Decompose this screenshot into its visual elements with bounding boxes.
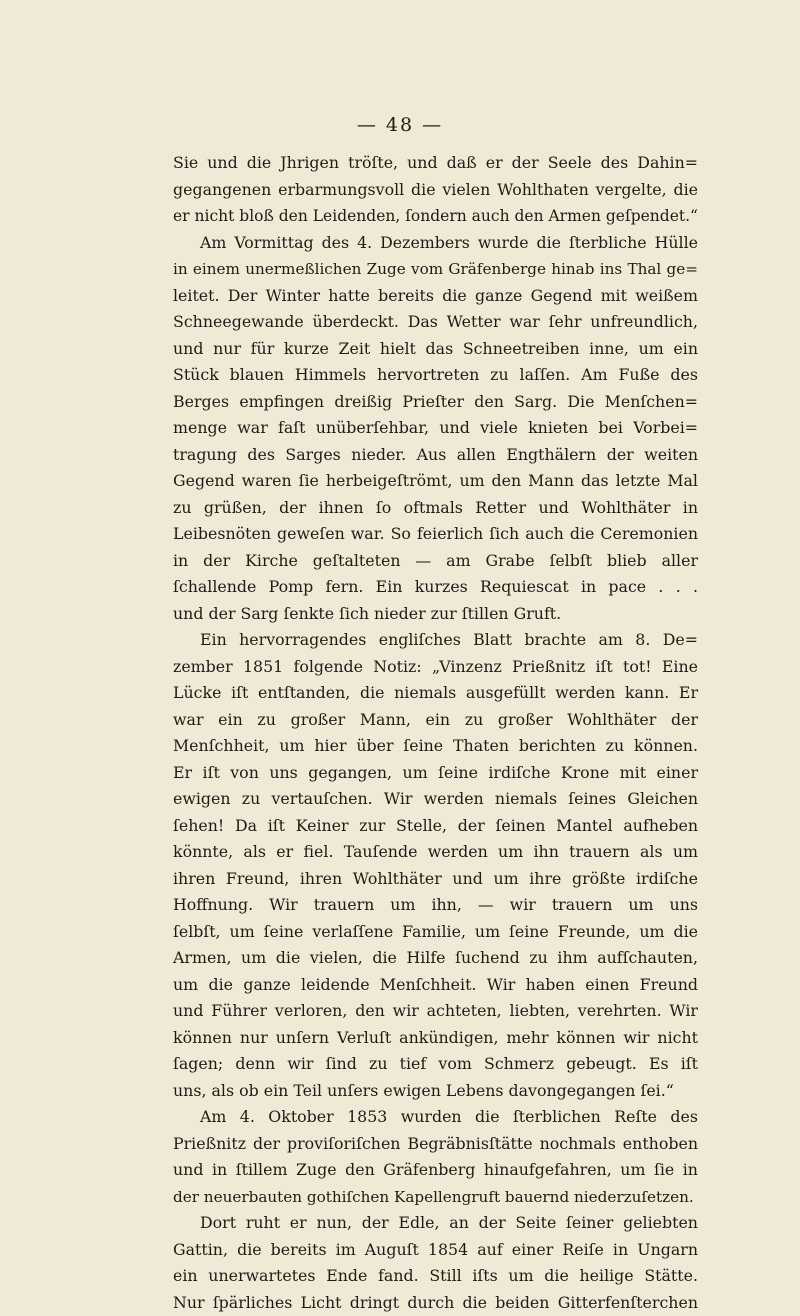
text-line: Gattin, die bereits im Auguſt 1854 auf einer Reiſe in Ungarn	[173, 1237, 698, 1264]
text-line: Am 4. Oktober 1853 wurden die ſterblichen Reſte des	[173, 1104, 698, 1131]
text-line: und nur für kurze Zeit hielt das Schneetreiben inne, um ein	[173, 336, 698, 363]
text-line: und in ſtillem Zuge den Gräfenberg hinaufgefahren, um ſie in	[173, 1157, 698, 1184]
text-line: zember 1851 folgende Notiz: „Vinzenz Prießnitz iſt tot! Eine	[173, 654, 698, 681]
body-text	[173, 150, 698, 1316]
text-line: Dort ruht er nun, der Edle, an der Seite ſeiner geliebten	[173, 1210, 698, 1237]
text-line: in einem unermeßlichen Zuge vom Gräfenberge hinab ins Thal ge=	[173, 256, 698, 283]
text-line: Sie und die Jhrigen tröſte, und daß er der Seele des Dahin=	[173, 150, 698, 177]
text-line: Berges empfingen dreißig Prieſter den Sarg. Die Menſchen=	[173, 389, 698, 416]
text-line: leitet. Der Winter hatte bereits die ganze Gegend mit weißem	[173, 283, 698, 310]
text-line: Stück blauen Himmels hervortreten zu laſſen. Am Fuße des	[173, 362, 698, 389]
text-line: Gegend waren ſie herbeigeſtrömt, um den Mann das letzte Mal	[173, 468, 698, 495]
text-line: und der Sarg ſenkte ſich nieder zur ſtillen Gruft.	[173, 601, 698, 628]
text-line: tragung des Sarges nieder. Aus allen Engthälern der weiten	[173, 442, 698, 469]
text-line: in der Kirche geſtalteten — am Grabe ſelbſt blieb aller	[173, 548, 698, 575]
text-line: Am Vormittag des 4. Dezembers wurde die ſterbliche Hülle	[173, 230, 698, 257]
text-line: Ein hervorragendes engliſches Blatt brachte am 8. De=	[173, 627, 698, 654]
text-line: und Führer verloren, den wir achteten, liebten, verehrten. Wir	[173, 998, 698, 1025]
text-line: ſehen! Da iſt Keiner zur Stelle, der ſeinen Mantel aufheben	[173, 813, 698, 840]
text-line: Armen, um die vielen, die Hilfe ſuchend zu ihm aufſchauten,	[173, 945, 698, 972]
text-line: Er iſt von uns gegangen, um ſeine irdiſche Krone mit einer	[173, 760, 698, 787]
text-line: Menſchheit, um hier über ſeine Thaten berichten zu können.	[173, 733, 698, 760]
text-line: ewigen zu vertauſchen. Wir werden niemals ſeines Gleichen	[173, 786, 698, 813]
text-line: ihren Freund, ihren Wohlthäter und um ihre größte irdiſche	[173, 866, 698, 893]
text-line: zu grüßen, der ihnen ſo oftmals Retter und Wohlthäter in	[173, 495, 698, 522]
text-line: können nur unſern Verluſt ankündigen, mehr können wir nicht	[173, 1025, 698, 1052]
page-number: — 48 —	[0, 114, 800, 136]
text-line: ſagen; denn wir ſind zu tief vom Schmerz gebeugt. Es iſt	[173, 1051, 698, 1078]
text-line: um die ganze leidende Menſchheit. Wir haben einen Freund	[173, 972, 698, 999]
text-line: Hoffnung. Wir trauern um ihn, — wir trauern um uns	[173, 892, 698, 919]
text-line: er nicht bloß den Leidenden, ſondern auch den Armen geſpendet.“	[173, 203, 698, 230]
text-line: ein unerwartetes Ende fand. Still iſts um die heilige Stätte.	[173, 1263, 698, 1290]
text-line: uns, als ob ein Teil unſers ewigen Lebens davongegangen ſei.“	[173, 1078, 698, 1105]
text-line: menge war faſt unüberſehbar, und viele knieten bei Vorbei=	[173, 415, 698, 442]
text-line: Nur ſpärliches Licht dringt durch die beiden Gitterfenſterchen	[173, 1290, 698, 1316]
text-line: war ein zu großer Mann, ein zu großer Wohlthäter der	[173, 707, 698, 734]
text-line: Leibesnöten geweſen war. So feierlich ſich auch die Ceremonien	[173, 521, 698, 548]
text-line: Prießnitz der proviſoriſchen Begräbnisſtätte nochmals enthoben	[173, 1131, 698, 1158]
text-line: ſchallende Pomp fern. Ein kurzes Requiescat in pace . . .	[173, 574, 698, 601]
text-line: der neuerbauten gothiſchen Kapellengruft bauernd niederzuſetzen.	[173, 1184, 698, 1211]
text-line: gegangenen erbarmungsvoll die vielen Wohlthaten vergelte, die	[173, 177, 698, 204]
text-line: ſelbſt, um ſeine verlaſſene Familie, um ſeine Freunde, um die	[173, 919, 698, 946]
text-line: Schneegewande überdeckt. Das Wetter war ſehr unfreundlich,	[173, 309, 698, 336]
text-line: Lücke iſt entſtanden, die niemals ausgefüllt werden kann. Er	[173, 680, 698, 707]
text-line: könnte, als er fiel. Tauſende werden um ihn trauern als um	[173, 839, 698, 866]
